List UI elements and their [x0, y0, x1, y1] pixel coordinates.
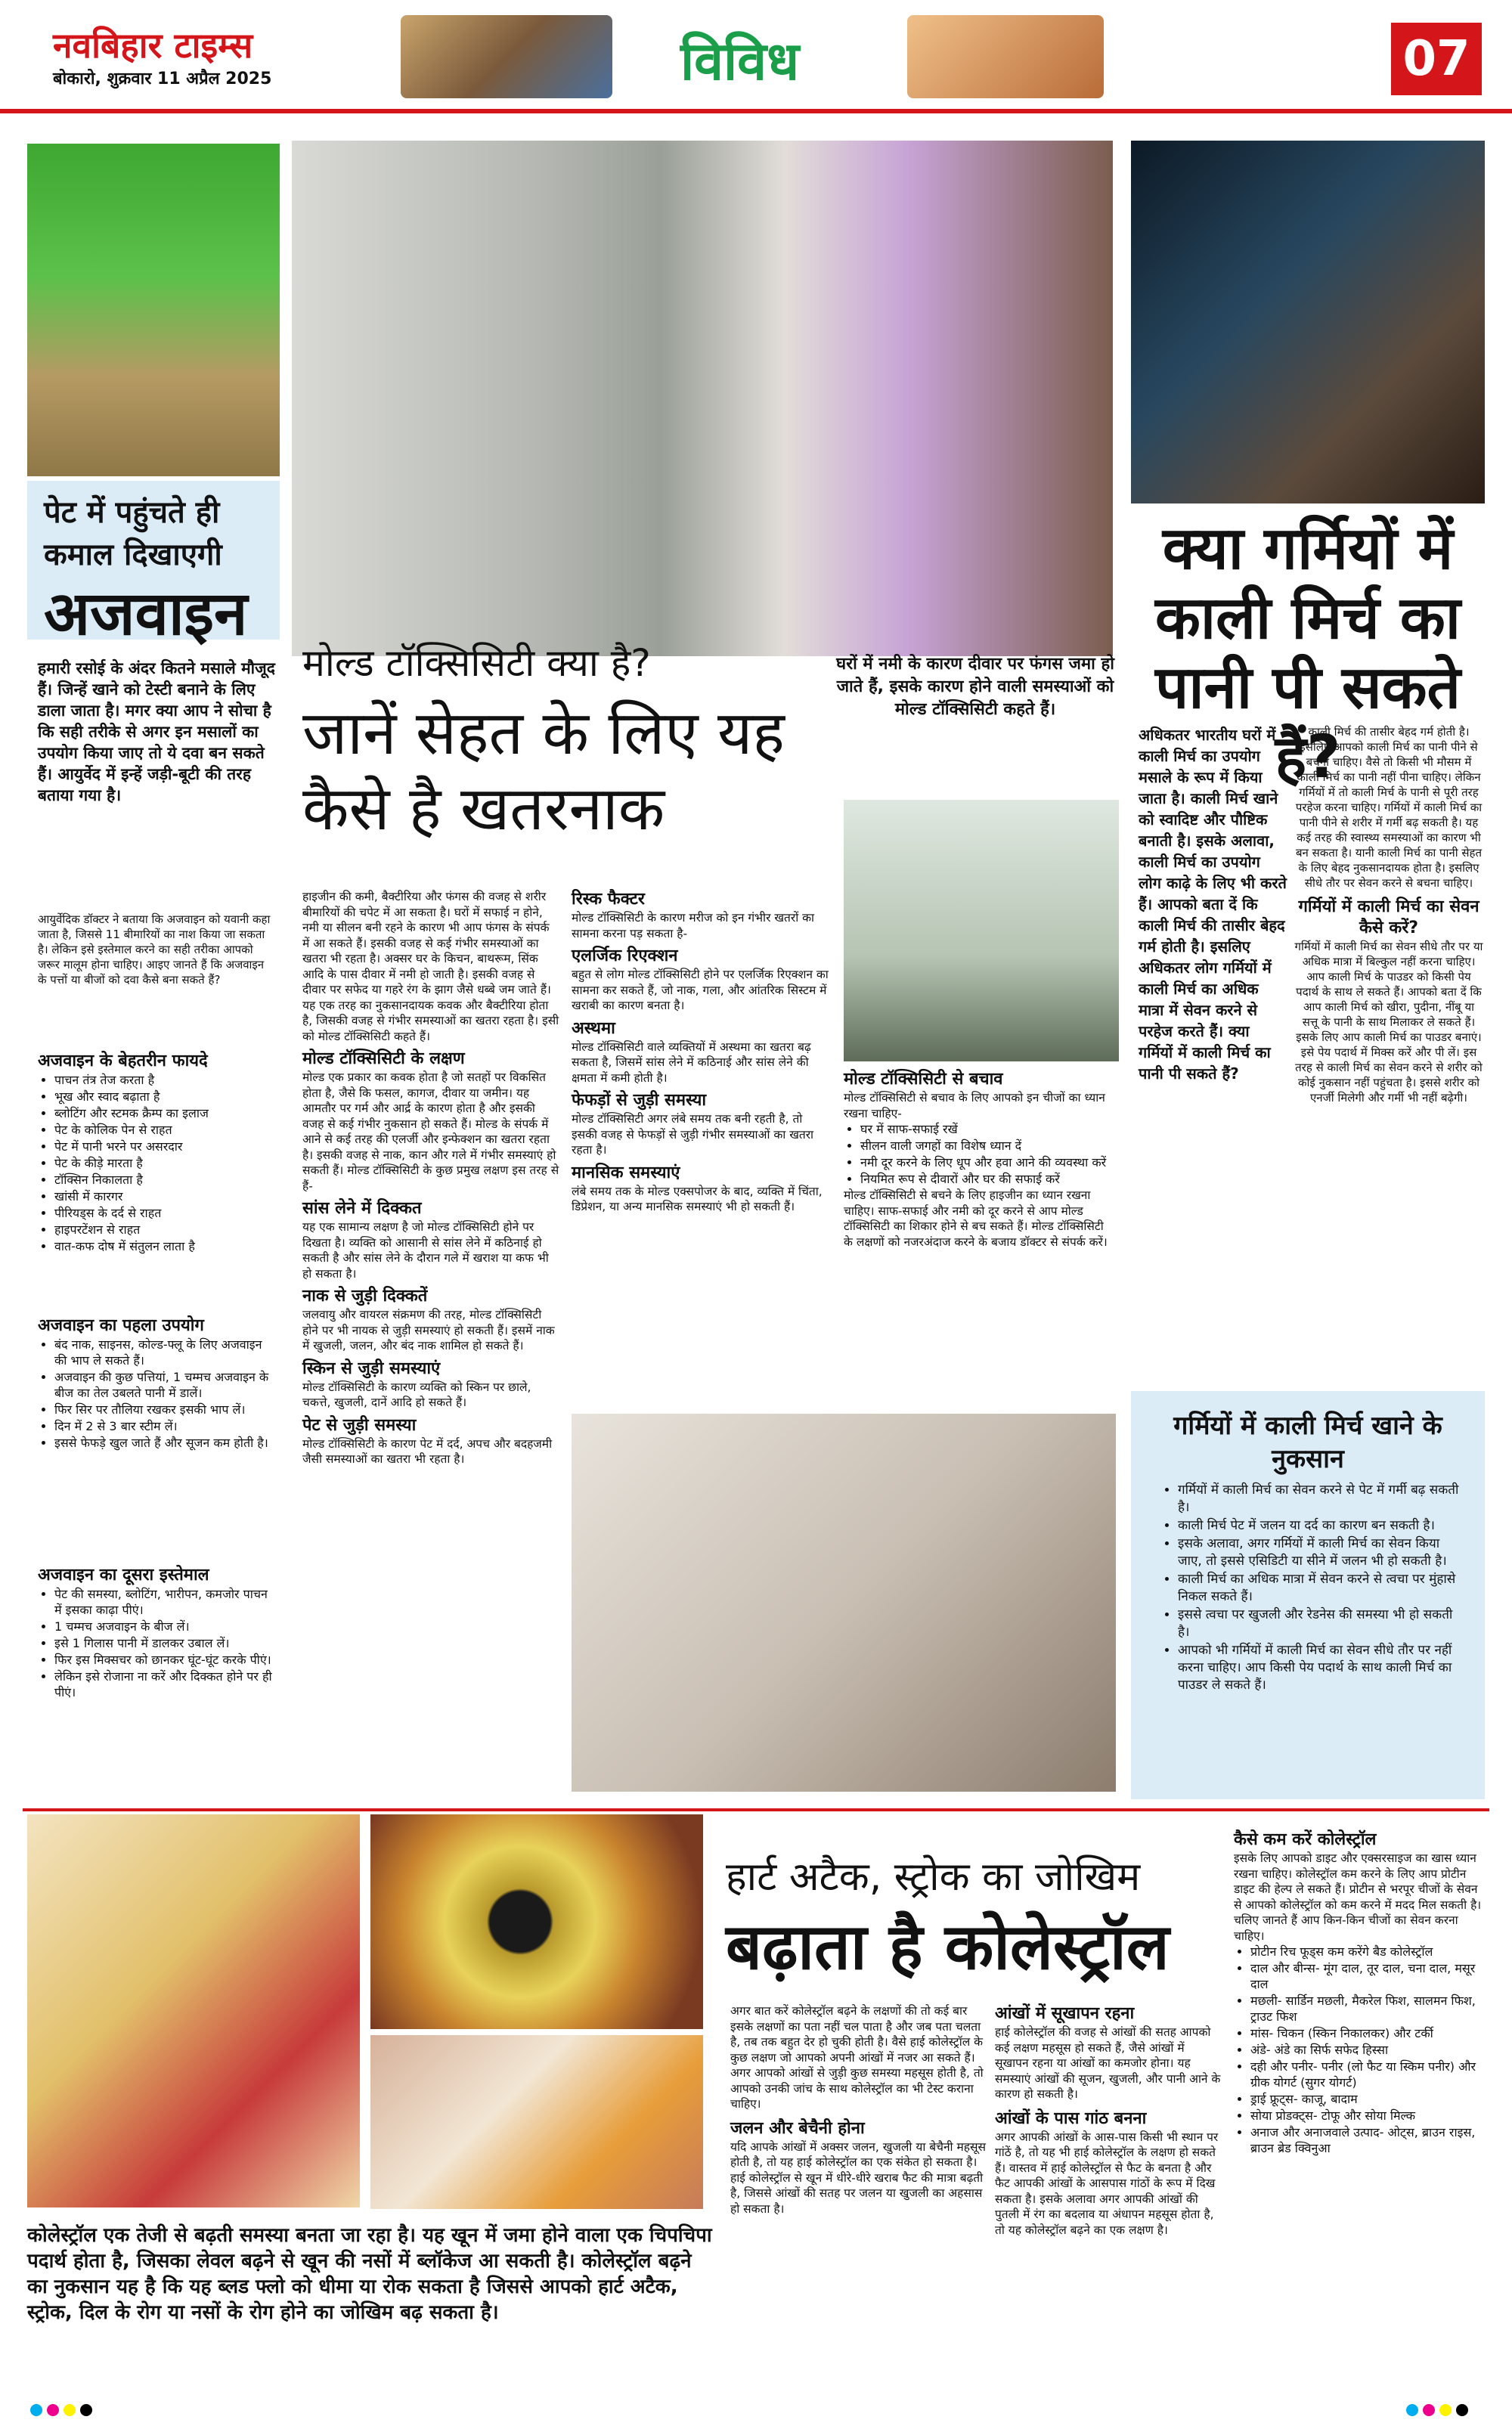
ajwain-use1-item: • दिन में 2 से 3 बार स्टीम लें। — [54, 1418, 275, 1434]
ajwain-paragraph: आयुर्वेदिक डॉक्टर ने बताया कि अजवाइन को यवानी कहा जाता है, जिससे 11 बीमारियों का नाश किया जा सकता है। लेकिन इसे इस्तेमाल करने का सही तरीका आपको जरूर मालूम होना चाहिए। आइए जानते हैं कि अजवाइन के पत्तों या बीजों को दवा कैसे बना सकते हैं? — [38, 912, 271, 987]
pepper-harm-box — [1131, 1391, 1485, 1799]
pepper-harm-item: • आपको भी गर्मियों में काली मिर्च का सेवन सीधे तौर पर नहीं करना चाहिए। आप किसी पेय पदार्थ के साथ काली मिर्च का पाउडर ले सकते हैं। — [1178, 1642, 1462, 1694]
pepper-column-1: अधिकतर भारतीय घरों में काली मिर्च का उपयोग मसाले के रूप में किया जाता है। काली मिर्च खाने को स्वादिष्ट और पौष्टिक बनाती है। इसके अलावा, काली मिर्च का उपयोग लोग काढ़े के लिए भी करते हैं। आपको बता दें कि काली मिर्च की तासीर बेहद गर्म होती है। इसलिए अधिकतर लोग गर्मियों में काली मिर्च का अधिक मात्रा में सेवन करने से परहेज करते हैं। क्या गर्मियों में काली मिर्च का पानी पी सकते हैं? — [1139, 726, 1287, 1083]
ajwain-benefit-item: • पेट के कोलिक पेन से राहत — [54, 1122, 275, 1138]
mold-asthma-text: मोल्ड टॉक्सिसिटी वाले व्यक्तियों में अस्थमा का खतरा बढ़ सकता है, जिसमें सांस लेने में कठिनाई और सांस लेने की क्षमता में कमी होती है। — [572, 1039, 811, 1085]
print-registration-marks — [0, 2404, 1512, 2419]
registration-dots-left — [30, 2404, 97, 2419]
cholesterol-knot-heading: आंखों के पास गांठ बनना — [995, 2108, 1147, 2128]
mold-mental-heading: मानसिक समस्याएं — [572, 1163, 680, 1182]
mold-prevention-intro: मोल्ड टॉक्सिसिटी से बचाव के लिए आपको इन चीजों का ध्यान रखना चाहिए- — [844, 1091, 1105, 1120]
mold-prevention-item: • घर में साफ-सफाई रखें — [860, 1121, 1116, 1137]
cholesterol-food-item: • अंडे- अंडे का सिर्फ सफेद हिस्सा — [1250, 2042, 1483, 2058]
pepper-harm-item: • इसके अलावा, अगर गर्मियों में काली मिर्च का सेवन किया जाए, तो इससे एसिडिटी या सीने में जलन भी हो सकती है। — [1178, 1535, 1462, 1570]
ajwain-benefit-item: • पेट में पानी भरने पर असरदार — [54, 1139, 275, 1154]
mold-intro: हाइजीन की कमी, बैक्टीरिया और फंगस की वजह से शरीर बीमारियों की चपेट में आ सकता है। घरों में सफाई न होने, नमी या सीलन बनी रहने के कारण भी आप फंगस के संपर्क में आ सकते हैं। इसकी वजह से कई गंभीर समस्याओं का खतरा भी रहता है। अक्सर घर के किचन, बाथरूम, सिंक आदि के पास दीवार में नमी हो जाती है। इसकी वजह से दीवार पर सफेद या गहरे रंग के झाग जैसे धब्बे जम जाते हैं। यह एक तरह का नुकसानदायक कवक और बैक्टीरिया होता है, जिसकी वजह से गंभीर समस्याओं का खतरा रहता है। इसी को मोल्ड टॉक्सिसिटी कहते हैं। — [302, 890, 559, 1043]
mold-symptoms-text: मोल्ड एक प्रकार का कवक होता है जो सतहों पर विकसित होता है, जैसे कि फसल, कागज, दीवार या जमीन। यह आमतौर पर गर्म और आर्द्र के कारण होता है और इसकी वजह से कई गंभीर नुकसान हो सकते हैं। मोल्ड के संपर्क में आने से कई तरह की एलर्जी और इन्फेक्शन का खतरा रहता है। इसकी वजह से नाक, कान और गले में गंभीर समस्याएं हो सकती हैं। मोल्ड टॉक्सिसिटी के कुछ प्रमुख लक्षण इस तरह से हैं- — [302, 1070, 559, 1193]
ajwain-use1-item: • अजवाइन की कुछ पत्तियां, 1 चम्मच अजवाइन के बीज का तेल उबलते पानी में डालें। — [54, 1369, 275, 1401]
pepper-how-text: गर्मियों में काली मिर्च का सेवन सीधे तौर पर या अधिक मात्रा में बिल्कुल नहीं करना चाहिए। आप काली मिर्च के पाउडर को किसी पेय पदार्थ के साथ ले सकते हैं। आपको बता दें कि आप काली मिर्च को खीरा, पुदीना, नींबू या सत्तू के पानी के साथ मिलाकर ले सकते हैं। इसके लिए आप काली मिर्च का पाउडर बनाएं। इसे पेय पदार्थ में मिक्स करें और पी लें। इस तरह से काली मिर्च का सेवन करने से शरीर को कोई नुकसान नहीं पहुंचता है। इससे शरीर को एनर्जी मिलेगी और गर्मी भी नहीं बढ़ेगी। — [1294, 940, 1483, 1105]
pepper-harm-item: • काली मिर्च पेट में जलन या दर्द का कारण बन सकती है। — [1178, 1517, 1462, 1535]
newspaper-logo: नवबिहार टाइम्स — [53, 25, 253, 66]
cholesterol-food-item: • दाल और बीन्स- मूंग दाल, तूर दाल, चना दाल, मसूर दाल — [1250, 1960, 1483, 1992]
ajwain-use1-list — [38, 1337, 275, 1451]
ajwain-benefit-item: • वात-कफ दोष में संतुलन लाता है — [54, 1238, 275, 1254]
cholesterol-column-3 — [1234, 1829, 1483, 2157]
ajwain-use2-heading: अजवाइन का दूसरा इस्तेमाल — [38, 1566, 209, 1585]
mold-lungs-text: मोल्ड टॉक्सिसिटी अगर लंबे समय तक बनी रहती है, तो इसकी वजह से फेफड़ों से जुड़ी गंभीर समस्याओं का खतरा रहता है। — [572, 1112, 814, 1157]
pepper-column-2 — [1294, 724, 1483, 1105]
yellow-eye-photo — [370, 1814, 703, 2029]
cholesterol-artery-image — [27, 1814, 360, 2207]
mold-skin-text: मोल्ड टॉक्सिसिटी के कारण व्यक्ति को स्किन पर छाले, चकत्ते, खुजली, दानें आदि हो सकते हैं। — [302, 1380, 531, 1409]
cholesterol-foods-list — [1234, 1944, 1483, 2156]
pepper-harm-list — [1161, 1482, 1462, 1694]
mold-prevention-item: • नियमित रूप से दीवारों और घर की सफाई करें — [860, 1171, 1116, 1187]
cholesterol-headline: हार्ट अटैक, स्ट्रोक का जोखिम — [726, 1854, 1141, 1900]
cholesterol-food-item: • प्रोटीन रिच फूड्स कम करेंगे बैड कोलेस्ट्रॉल — [1250, 1944, 1483, 1960]
mold-prevention-heading: मोल्ड टॉक्सिसिटी से बचाव — [844, 1070, 1003, 1089]
ajwain-benefit-item: • पाचन तंत्र तेज करता है — [54, 1072, 275, 1088]
ajwain-use1-item: • बंद नाक, साइनस, कोल्ड-फ्लू के लिए अजवाइन की भाप ले सकते हैं। — [54, 1337, 275, 1368]
mold-allergy-text: बहुत से लोग मोल्ड टॉक्सिसिटी होने पर एलर्जिक रिएक्शन का सामना कर सकते हैं, जो नाक, गला, और आंतरिक सिस्टम में खराबी का कारण बनता है। — [572, 968, 829, 1012]
ajwain-use2-item: • 1 चम्मच अजवाइन के बीज लें। — [54, 1619, 275, 1634]
masthead-figure-image — [907, 15, 1104, 98]
ajwain-benefits-list — [38, 1072, 275, 1254]
mold-lungs-heading: फेफड़ों से जुड़ी समस्या — [572, 1091, 707, 1110]
ajwain-use1-heading: अजवाइन का पहला उपयोग — [38, 1316, 204, 1335]
dateline: बोकारो, शुक्रवार 11 अप्रैल 2025 — [53, 70, 272, 88]
ajwain-photo — [27, 144, 280, 476]
ajwain-intro: हमारी रसोई के अंदर कितने मसाले मौजूद हैं। जिन्हें खाने को टेस्टी बनाने के लिए डाला जाता है। मगर क्या आप ने सोचा है कि सही तरीके से अगर इन मसालों का उपयोग किया जाए तो ये दवा बन सकते हैं। आयुर्वेद में इन्हें जड़ी-बूटी की तरह बताया गया है। — [38, 659, 275, 804]
cholesterol-burn-heading: जलन और बेचैनी होना — [730, 2118, 865, 2138]
pepper-harm-item: • गर्मियों में काली मिर्च का सेवन करने से पेट में गर्मी बढ़ सकती है। — [1178, 1482, 1462, 1517]
page-number: 07 — [1391, 23, 1482, 95]
cholesterol-caption: कोलेस्ट्रॉल एक तेजी से बढ़ती समस्या बनता जा रहा है। यह खून में जमा होने वाला एक चिपचिपा पदार्थ होता है, जिसका लेवल बढ़ने से खून की नसों में ब्लॉकेज आ सकती है। कोलेस्ट्रॉल बढ़ने का नुकसान यह है कि यह ब्लड फ्लो को धीमा या रोक सकता है जिससे आपको हार्ट अटैक, स्ट्रोक, दिल के रोग या नसों के रोग होने का जोखिम बढ़ सकता है। — [27, 2224, 712, 2324]
ajwain-headline: पेट में पहुंचते ही कमाल दिखाएगी — [44, 495, 222, 572]
ajwain-use1-item: • फिर सिर पर तौलिया रखकर इसकी भाप लें। — [54, 1402, 275, 1417]
ajwain-benefit-item: • पेट के कीड़े मारता है — [54, 1155, 275, 1171]
ajwain-benefit-item: • ब्लोटिंग और स्टमक क्रैम्प का इलाज — [54, 1105, 275, 1121]
pepper-harm-item: • इससे त्वचा पर खुजली और रेडनेस की समस्या भी हो सकती है। — [1178, 1606, 1462, 1641]
ajwain-headline-main: अजवाइन — [44, 578, 248, 649]
ajwain-benefits-section — [38, 1051, 275, 1255]
mold-wall-photo — [292, 141, 1113, 656]
black-pepper-water-photo — [1131, 141, 1485, 503]
cholesterol-food-item: • अनाज और अनाजवाले उत्पाद- ओट्स, ब्राउन राइस, ब्राउन ब्रेड क्विनुआ — [1250, 2124, 1483, 2156]
egg-separation-photo — [370, 2035, 703, 2209]
mold-column-1 — [302, 889, 559, 1467]
mold-photo-caption: घरों में नमी के कारण दीवार पर फंगस जमा हो जाते हैं, इसके कारण होने वाली समस्याओं को मोल्ड टॉक्सिसिटी कहते हैं। — [836, 655, 1114, 719]
pepper-headline: क्या गर्मियों में काली मिर्च का पानी पी सकते हैं? — [1155, 515, 1461, 792]
ajwain-use2-item: • फिर इस मिक्सचर को छानकर घूंट-घूंट करके पीएं। — [54, 1652, 275, 1668]
cholesterol-knot-text: अगर आपकी आंखों के आस-पास किसी भी स्थान पर गांठें है, तो यह भी हाई कोलेस्ट्रॉल के लक्षण हो सकते हैं। वास्तव में हाई कोलेस्ट्रॉल से फैट के बनता है और फैट आपकी आंखों के आसपास गांठों के रूप में दिख सकता है। इसके अलावा अगर आपकी आंखों की पुतली में रंग का बदलाव या अंधापन महसूस होता है, तो यह कोलेस्ट्रॉल बढ़ने का एक लक्षण है। — [995, 2130, 1219, 2237]
masthead-collage-image — [401, 15, 612, 98]
mold-prevention-box — [844, 1069, 1116, 1250]
ajwain-benefit-item: • हाइपरटेंशन से राहत — [54, 1222, 275, 1238]
cholesterol-food-item: • दही और पनीर- पनीर (लो फैट या स्किम पनीर) और ग्रीक योगर्ट (सुगर योगर्ट) — [1250, 2059, 1483, 2090]
cholesterol-dry-heading: आंखों में सूखापन रहना — [995, 2004, 1135, 2023]
mold-nose-text: जलवायु और वायरल संक्रमण की तरह, मोल्ड टॉक्सिसिटी होने पर भी नायक से जुड़ी समस्याएं हो सकती हैं। इसमें नाक में खुजली, जलन, और बंद नाक शामिल हो सकते हैं। — [302, 1308, 555, 1352]
ajwain-use2-section — [38, 1565, 275, 1701]
mold-stomach-text: मोल्ड टॉक्सिसिटी के कारण पेट में दर्द, अपच और बदहजमी जैसी समस्याओं का खतरा भी रहता है। — [302, 1436, 553, 1466]
cholesterol-food-item: • मांस- चिकन (स्किन निकालकर) और टर्की — [1250, 2025, 1483, 2041]
ajwain-use2-item: • इसे 1 गिलास पानी में डालकर उबाल लें। — [54, 1635, 275, 1651]
ajwain-benefits-heading: अजवाइन के बेहतरीन फायदे — [38, 1052, 208, 1070]
pepper-column-2-text: काली मिर्च की तासीर बेहद गर्म होती है। इसलिए आपको काली मिर्च का पानी पीने से बचना चाहिए। वैसे तो किसी भी मौसम में काली मिर्च का पानी नहीं पीना चाहिए। लेकिन गर्मियों में तो काली मिर्च के पानी से पूरी तरह परहेज करना चाहिए। गर्मियों में काली मिर्च का पानी पीने से शरीर में गर्मी बढ़ सकती है। यह कई तरह की स्वास्थ्य समस्याओं का कारण भी बन सकता है। यानी काली मिर्च का पानी सेहत के लिए बेहद नुकसानदायक होता है। इसलिए सीधे तौर पर सेवन करने से बचना चाहिए। — [1295, 725, 1483, 890]
mold-prevention-item: • सीलन वाली जगहों का विशेष ध्यान दें — [860, 1138, 1116, 1154]
pepper-how-heading: गर्मियों में काली मिर्च का सेवन कैसे करें? — [1298, 897, 1479, 937]
ajwain-use2-item: • पेट की समस्या, ब्लोटिंग, भारीपन, कमजोर पाचन में इसका काढ़ा पीएं। — [54, 1586, 275, 1618]
ajwain-use2-list — [38, 1586, 275, 1700]
mold-symptoms-heading: मोल्ड टॉक्सिसिटी के लक्षण — [302, 1049, 465, 1068]
section-title: विविध — [680, 30, 800, 92]
cholesterol-column-1 — [730, 2003, 987, 2217]
pepper-harm-item: • काली मिर्च का अधिक मात्रा में सेवन करने से त्वचा पर मुंहासे निकल सकते हैं। — [1178, 1571, 1462, 1606]
ajwain-use1-section — [38, 1315, 275, 1452]
cholesterol-burn-text: यदि आपके आंखों में अक्सर जलन, खुजली या बेचैनी महसूस होती है, तो यह हाई कोलेस्ट्रॉल का एक संकेत हो सकता है। हाई कोलेस्ट्रॉल से खून में धीरे-धीरे खराब फैट की मात्रा बढ़ती है, जिससे आंखों की सतह पर जलन या खुजली का अहसास हो सकता है। — [730, 2139, 986, 2216]
ajwain-benefit-item: • टॉक्सिन निकालता है — [54, 1172, 275, 1188]
mold-breath-text: यह एक सामान्य लक्षण है जो मोल्ड टॉक्सिसिटी होने पर दिखता है। व्यक्ति को आसानी से सांस लेने में कठिनाई हो सकती है और सांस लेने के दौरान गले में खराश या कफ भी हो सकता है। — [302, 1220, 549, 1281]
section-divider — [23, 1808, 1489, 1811]
mold-breath-heading: सांस लेने में दिक्कत — [302, 1199, 422, 1218]
sick-woman-photo — [572, 1414, 1116, 1792]
cholesterol-intro: अगर बात करें कोलेस्ट्रॉल बढ़ने के लक्षणों की तो कई बार इसके लक्षणों का पता नहीं चल पाता है और जब पता चलता है, तब तक बहुत देर हो चुकी होती है। वैसे हाई कोलेस्ट्रॉल के कुछ लक्षण जो आपको अपनी आंखों में नजर आ सकते हैं। अगर आपको आंखों से जुड़ी कुछ समस्या महसूस होती है, तो आपको उनकी जांच के साथ कोलेस्ट्रॉल का भी टेस्ट कराना चाहिए। — [730, 2004, 984, 2111]
registration-dots-right — [1406, 2404, 1473, 2419]
mold-prevention-end: मोल्ड टॉक्सिसिटी से बचने के लिए हाइजीन का ध्यान रखना चाहिए। साफ-सफाई और नमी को दूर करने से आप मोल्ड टॉक्सिसिटी का शिकार होने से बच सकते हैं। मोल्ड टॉक्सिसिटी के लक्षणों को नजरअंदाज करने के बजाय डॉक्टर से संपर्क करें। — [844, 1188, 1108, 1249]
mold-column-2 — [572, 889, 829, 1215]
ajwain-benefit-item: • भूख और स्वाद बढ़ाता है — [54, 1089, 275, 1105]
ajwain-benefit-item: • पीरियड्स के दर्द से राहत — [54, 1205, 275, 1221]
pepper-harm-heading: गर्मियों में काली मिर्च खाने के नुकसान — [1173, 1411, 1442, 1474]
mold-mental-text: लंबे समय तक के मोल्ड एक्सपोजर के बाद, व्यक्ति में चिंता, डिप्रेशन, या अन्य मानसिक समस्याएं भी हो सकती हैं। — [572, 1184, 823, 1213]
ajwain-benefit-item: • खांसी में कारगर — [54, 1188, 275, 1204]
mold-prevention-item: • नमी दूर करने के लिए धूप और हवा आने की व्यवस्था करें — [860, 1154, 1116, 1170]
cholesterol-column-2 — [995, 2003, 1222, 2238]
cholesterol-food-item: • ड्राई फ्रूट्स- काजू, बादाम — [1250, 2091, 1483, 2107]
cholesterol-reduce-text: इसके लिए आपको डाइट और एक्सरसाइज का खास ध्यान रखना चाहिए। कोलेस्ट्रॉल कम करने के लिए आप प्रोटीन डाइट की हेल्प ले सकते हैं। प्रोटीन से भरपूर चीजों के सेवन से आपको कोलेस्ट्रॉल को कम करने में मदद मिल सकती है। चलिए जानते हैं आप किन-किन चीजों का सेवन करना चाहिए। — [1234, 1851, 1482, 1943]
mold-allergy-heading: एलर्जिक रिएक्शन — [572, 947, 678, 965]
cholesterol-headline-main: बढ़ाता है कोलेस्ट्रॉल — [726, 1910, 1170, 1984]
mold-prevention-list — [844, 1121, 1116, 1187]
mold-spray-photo — [844, 800, 1119, 1061]
mold-headline: मोल्ड टॉक्सिसिटी क्या है? — [302, 641, 651, 685]
mold-asthma-heading: अस्थमा — [572, 1018, 615, 1038]
cholesterol-dry-text: हाई कोलेस्ट्रॉल की वजह से आंखों की सतह आपको कई लक्षण महसूस हो सकते हैं, जैसे आंखों में सूखापन रहना या आंखों का कमजोर होना। यह समस्याएं आंखों की सूजन, खुजली, और पानी आने के कारण हो सकती है। — [995, 2025, 1221, 2101]
cholesterol-food-item: • सोया प्रोडक्ट्स- टोफू और सोया मिल्क — [1250, 2108, 1483, 2124]
cholesterol-reduce-heading: कैसे कम करें कोलेस्ट्रॉल — [1234, 1830, 1377, 1849]
mold-risk-heading: रिस्क फैक्टर — [572, 890, 645, 909]
ajwain-use1-item: • इससे फेफड़े खुल जाते हैं और सूजन कम होती है। — [54, 1435, 275, 1451]
mold-nose-heading: नाक से जुड़ी दिक्कतें — [302, 1287, 428, 1306]
mold-stomach-heading: पेट से जुड़ी समस्या — [302, 1415, 417, 1435]
mold-skin-heading: स्किन से जुड़ी समस्याएं — [302, 1359, 441, 1378]
mold-risk-text: मोल्ड टॉक्सिसिटी के कारण मरीज को इन गंभीर खतरों का सामना करना पड़ सकता है- — [572, 911, 815, 940]
mold-headline-sub: जानें सेहत के लिए यह कैसे है खतरनाक — [302, 698, 785, 844]
cholesterol-food-item: • मछली- सार्डिन मछली, मैकरेल फिश, सालमन फिश, ट्राउट फिश — [1250, 1993, 1483, 2025]
ajwain-use2-item: • लेकिन इसे रोजाना ना करें और दिक्कत होने पर ही पीएं। — [54, 1668, 275, 1700]
